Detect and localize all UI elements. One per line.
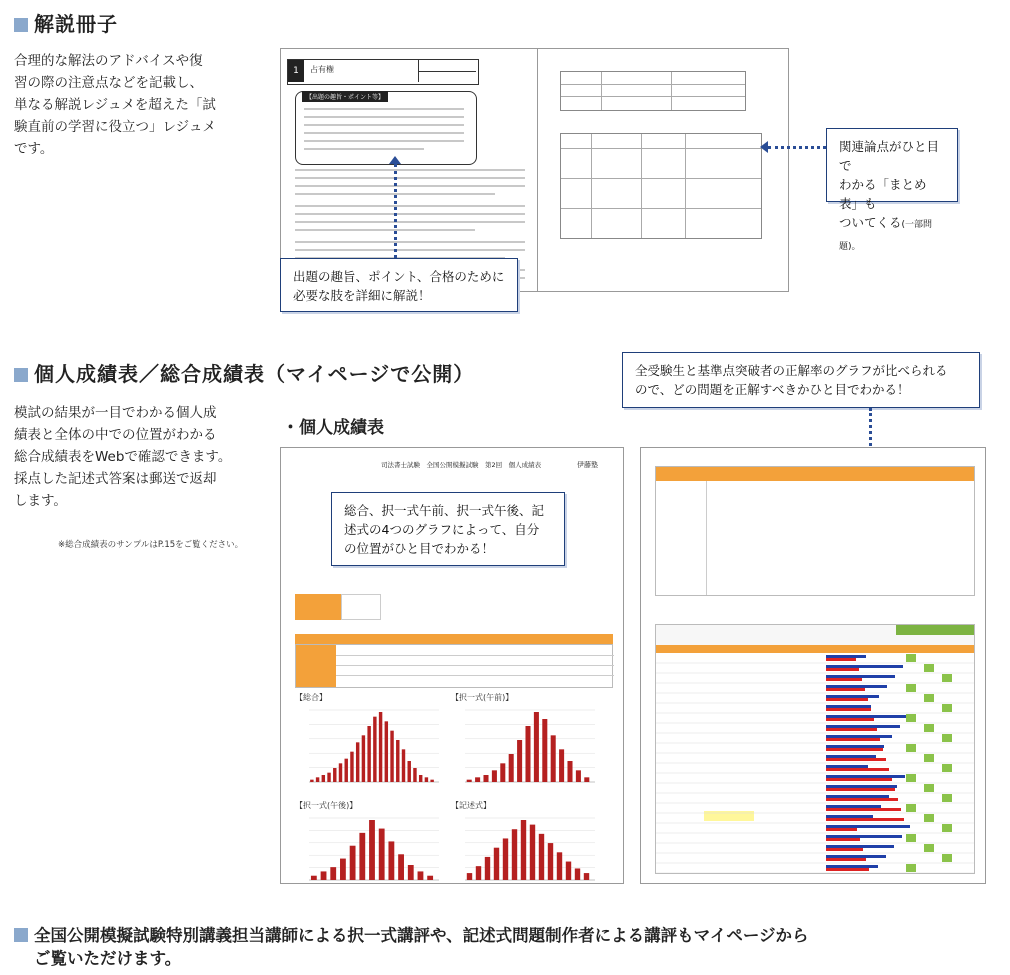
histogram-bar xyxy=(398,854,404,880)
histogram-bar xyxy=(339,763,342,782)
doc-box-title: 【出題の趣旨・ポイント等】 xyxy=(302,91,388,102)
histogram-bar xyxy=(379,829,385,880)
mark-cell xyxy=(906,864,916,872)
accuracy-bar-pass xyxy=(826,718,874,721)
histogram-bar xyxy=(321,871,327,880)
callout-accuracy-graph: 全受験生と基準点突破者の正解率のグラフが比べられる ので、どの問題を正解すべきかひと目でわかる！ xyxy=(622,352,980,408)
mark-cell xyxy=(906,744,916,752)
histogram-bar xyxy=(509,754,514,782)
accuracy-bar-all xyxy=(826,665,903,668)
histogram-bar xyxy=(542,719,547,782)
histogram-bar xyxy=(327,773,330,782)
histogram-bar xyxy=(530,825,535,880)
accuracy-bar-all xyxy=(826,845,894,848)
accuracy-bar-pass xyxy=(826,678,862,681)
histogram-bar xyxy=(388,841,394,880)
accuracy-bar-pass xyxy=(826,828,857,831)
accuracy-bar-pass xyxy=(826,838,860,841)
histogram-bar xyxy=(584,777,589,782)
accuracy-bar-pass xyxy=(826,788,895,791)
mark-cell xyxy=(942,674,952,682)
square-bullet-icon xyxy=(14,18,28,32)
chart-total xyxy=(295,692,445,792)
accuracy-bar-all xyxy=(826,765,868,768)
accuracy-bar-pass xyxy=(826,818,904,821)
histogram-bar xyxy=(548,843,553,880)
square-bullet-icon xyxy=(14,368,28,382)
histogram-bar xyxy=(512,829,517,880)
accuracy-bar-pass xyxy=(826,768,889,771)
histogram-bar xyxy=(500,763,505,782)
dotted-connector xyxy=(768,146,826,149)
mark-cell xyxy=(924,754,934,762)
mark-cell xyxy=(906,834,916,842)
histogram-bar xyxy=(322,775,325,782)
accuracy-bar-all xyxy=(826,825,910,828)
histogram-bar xyxy=(494,848,499,880)
summary-table-2 xyxy=(560,133,762,239)
booklet-left-page xyxy=(280,48,538,292)
score-table xyxy=(295,644,613,688)
sheet-header: 司法書士試験 全国公開模擬試験 第2回 個人成績表 xyxy=(381,461,542,469)
subject-table xyxy=(655,466,975,596)
sheet-name: 伊藤塾 xyxy=(577,461,598,469)
histogram-bar xyxy=(316,777,319,782)
histogram xyxy=(451,812,601,884)
score-table-header xyxy=(295,634,613,644)
body-line: 習の際の注意点などを記載し、 xyxy=(14,75,203,91)
accuracy-bar-pass xyxy=(826,708,871,711)
accuracy-bar-all xyxy=(826,865,878,868)
chart-title: 【択一式(午後)】 xyxy=(295,801,358,810)
arrow-up-icon xyxy=(389,156,401,164)
histogram-bar xyxy=(350,752,353,782)
chart-title: 【択一式(午前)】 xyxy=(451,693,514,702)
accuracy-bar-all xyxy=(826,705,871,708)
section1-title: 解説冊子 xyxy=(14,8,118,37)
histogram-bar xyxy=(356,742,359,782)
body-line: 採点した記述式答案は郵送で返却 xyxy=(14,471,217,487)
histogram-bar xyxy=(330,867,336,880)
histogram-bar xyxy=(310,780,313,782)
question-table xyxy=(655,624,975,874)
accuracy-bar-pass xyxy=(826,658,856,661)
histogram-bar xyxy=(517,740,522,782)
chart-morning xyxy=(451,692,601,792)
accuracy-bar-pass xyxy=(826,728,877,731)
mark-cell xyxy=(924,694,934,702)
mark-cell xyxy=(906,774,916,782)
accuracy-bar-all xyxy=(826,785,897,788)
mark-cell xyxy=(906,654,916,662)
mark-cell xyxy=(942,854,952,862)
histogram-bar xyxy=(418,871,424,880)
histogram-bar xyxy=(485,857,490,880)
histogram-bar xyxy=(369,820,375,880)
mark-cell xyxy=(924,784,934,792)
histogram-bar xyxy=(534,712,539,782)
accuracy-bar-all xyxy=(826,675,895,678)
histogram-bar xyxy=(430,780,433,782)
histogram-bar xyxy=(492,770,497,782)
accuracy-bar-all xyxy=(826,715,908,718)
mark-cell xyxy=(942,794,952,802)
histogram-bar xyxy=(367,726,370,782)
accuracy-bar-pass xyxy=(826,858,866,861)
section1-body xyxy=(14,50,274,160)
histogram-bar xyxy=(551,735,556,782)
histogram xyxy=(295,704,445,790)
accuracy-bar-pass xyxy=(826,848,863,851)
chart-title: 【記述式】 xyxy=(451,801,491,810)
mark-cell xyxy=(906,804,916,812)
histogram-bar xyxy=(584,873,589,880)
accuracy-bar-all xyxy=(826,755,876,758)
results-table-sheet xyxy=(640,447,986,884)
mark-cell xyxy=(942,704,952,712)
body-line: 験直前の学習に役立つ」レジュメ xyxy=(14,119,216,135)
accuracy-bar-pass xyxy=(826,698,868,701)
doc-label: 1 xyxy=(288,60,304,82)
body-line: 総合成績表をWebで確認できます。 xyxy=(14,449,232,465)
histogram-bar xyxy=(427,876,433,880)
histogram xyxy=(295,812,445,884)
arrow-left-icon xyxy=(760,141,768,153)
accuracy-bar-all xyxy=(826,685,887,688)
square-bullet-icon xyxy=(14,928,28,942)
accuracy-bar-all xyxy=(826,795,889,798)
body-line: 単なる解説レジュメを超えた「試 xyxy=(14,97,216,113)
sample-note: ※総合成績表のサンプルはP.15をご覧ください。 xyxy=(58,540,244,550)
accuracy-bar-pass xyxy=(826,778,892,781)
histogram-bar xyxy=(396,740,399,782)
histogram-bar xyxy=(408,761,411,782)
histogram-bar xyxy=(575,868,580,880)
dotted-connector xyxy=(394,164,397,258)
histogram-bar xyxy=(576,770,581,782)
accuracy-bar-pass xyxy=(826,758,886,761)
doc-summary-box xyxy=(295,91,477,165)
body-line: です。 xyxy=(14,141,54,157)
histogram-bar xyxy=(525,726,530,782)
accuracy-bar-pass xyxy=(826,738,880,741)
body-line: 模試の結果が一目でわかる個人成 xyxy=(14,405,217,421)
accuracy-bar-pass xyxy=(826,798,898,801)
section2-body xyxy=(14,402,274,512)
accuracy-bar-all xyxy=(826,735,892,738)
histogram-bar xyxy=(475,777,480,782)
accuracy-bar-all xyxy=(826,655,866,658)
accuracy-bar-pass xyxy=(826,668,859,671)
histogram-bar xyxy=(557,852,562,880)
accuracy-bar-all xyxy=(826,695,879,698)
accuracy-bar-all xyxy=(826,835,902,838)
body-line: します。 xyxy=(14,493,67,509)
histogram-bar xyxy=(559,749,564,782)
histogram-bar xyxy=(362,735,365,782)
mark-cell xyxy=(906,684,916,692)
mark-cell xyxy=(924,664,934,672)
histogram-bar xyxy=(467,873,472,880)
histogram-bar xyxy=(467,780,472,782)
accuracy-bar-pass xyxy=(826,688,865,691)
histogram-bar xyxy=(373,717,376,782)
histogram-bar xyxy=(345,759,348,782)
histogram-bar xyxy=(333,768,336,782)
histogram-bar xyxy=(402,749,405,782)
mark-cell xyxy=(942,764,952,772)
mark-cell xyxy=(924,844,934,852)
histogram-bar xyxy=(379,712,382,782)
accuracy-bar-pass xyxy=(826,868,869,871)
histogram-bar xyxy=(311,876,317,880)
histogram-bar xyxy=(476,866,481,880)
chart-written xyxy=(451,800,601,884)
mark-cell xyxy=(924,724,934,732)
histogram-bar xyxy=(503,838,508,880)
accuracy-bar-pass xyxy=(826,748,883,751)
callout-summary-table: 関連論点がひと目で わかる「まとめ表」も ついてくる(一部問題)。 xyxy=(826,128,958,202)
histogram-bar xyxy=(425,777,428,782)
accuracy-bars xyxy=(656,653,974,873)
mark-cell xyxy=(924,814,934,822)
booklet-right-page xyxy=(537,48,789,292)
histogram-bar xyxy=(521,820,526,880)
histogram-bar xyxy=(413,768,416,782)
summary-table xyxy=(560,71,746,111)
section3-lecture-note: 全国公開模擬試験特別講義担当講師による択一式講評や、記述式問題制作者による講評もマイページから ご覧いただけます。 xyxy=(14,924,1004,970)
histogram-bar xyxy=(350,846,356,880)
callout-explanation: 出題の趣旨、ポイント、合格のために 必要な肢を詳細に解説！ xyxy=(280,258,518,312)
histogram-bar xyxy=(567,761,572,782)
histogram-bar xyxy=(419,775,422,782)
histogram-bar xyxy=(390,731,393,782)
body-line: 績表と全体の中での位置がわかる xyxy=(14,427,217,443)
info-table xyxy=(295,594,341,620)
doc-subject: 占有権 xyxy=(310,65,334,74)
accuracy-bar-all xyxy=(826,775,905,778)
accuracy-bar-all xyxy=(826,855,886,858)
histogram xyxy=(451,704,601,790)
accuracy-bar-all xyxy=(826,815,873,818)
accuracy-bar-all xyxy=(826,725,900,728)
callout-four-graphs: 総合、択一式午前、択一式午後、記 述式の4つのグラフによって、自分 の位置がひと目でわかる！ xyxy=(331,492,565,566)
body-line: 合理的な解法のアドバイスや復 xyxy=(14,53,203,69)
histogram-bar xyxy=(539,834,544,880)
histogram-bar xyxy=(483,775,488,782)
histogram-bar xyxy=(408,865,414,880)
chart-afternoon xyxy=(295,800,445,884)
subheading-personal-report: ・個人成績表 xyxy=(282,418,384,438)
histogram-bar xyxy=(385,721,388,782)
histogram-bar xyxy=(340,859,346,880)
doc-header xyxy=(287,59,479,85)
mark-cell xyxy=(906,714,916,722)
histogram-bar xyxy=(359,833,365,880)
section2-title: 個人成績表／総合成績表（マイページで公開） xyxy=(14,358,474,387)
mark-cell xyxy=(942,734,952,742)
histogram-bar xyxy=(566,862,571,880)
mark-cell xyxy=(942,824,952,832)
accuracy-bar-all xyxy=(826,745,884,748)
accuracy-bar-pass xyxy=(826,808,901,811)
chart-title: 【総合】 xyxy=(295,693,327,702)
accuracy-bar-all xyxy=(826,805,881,808)
